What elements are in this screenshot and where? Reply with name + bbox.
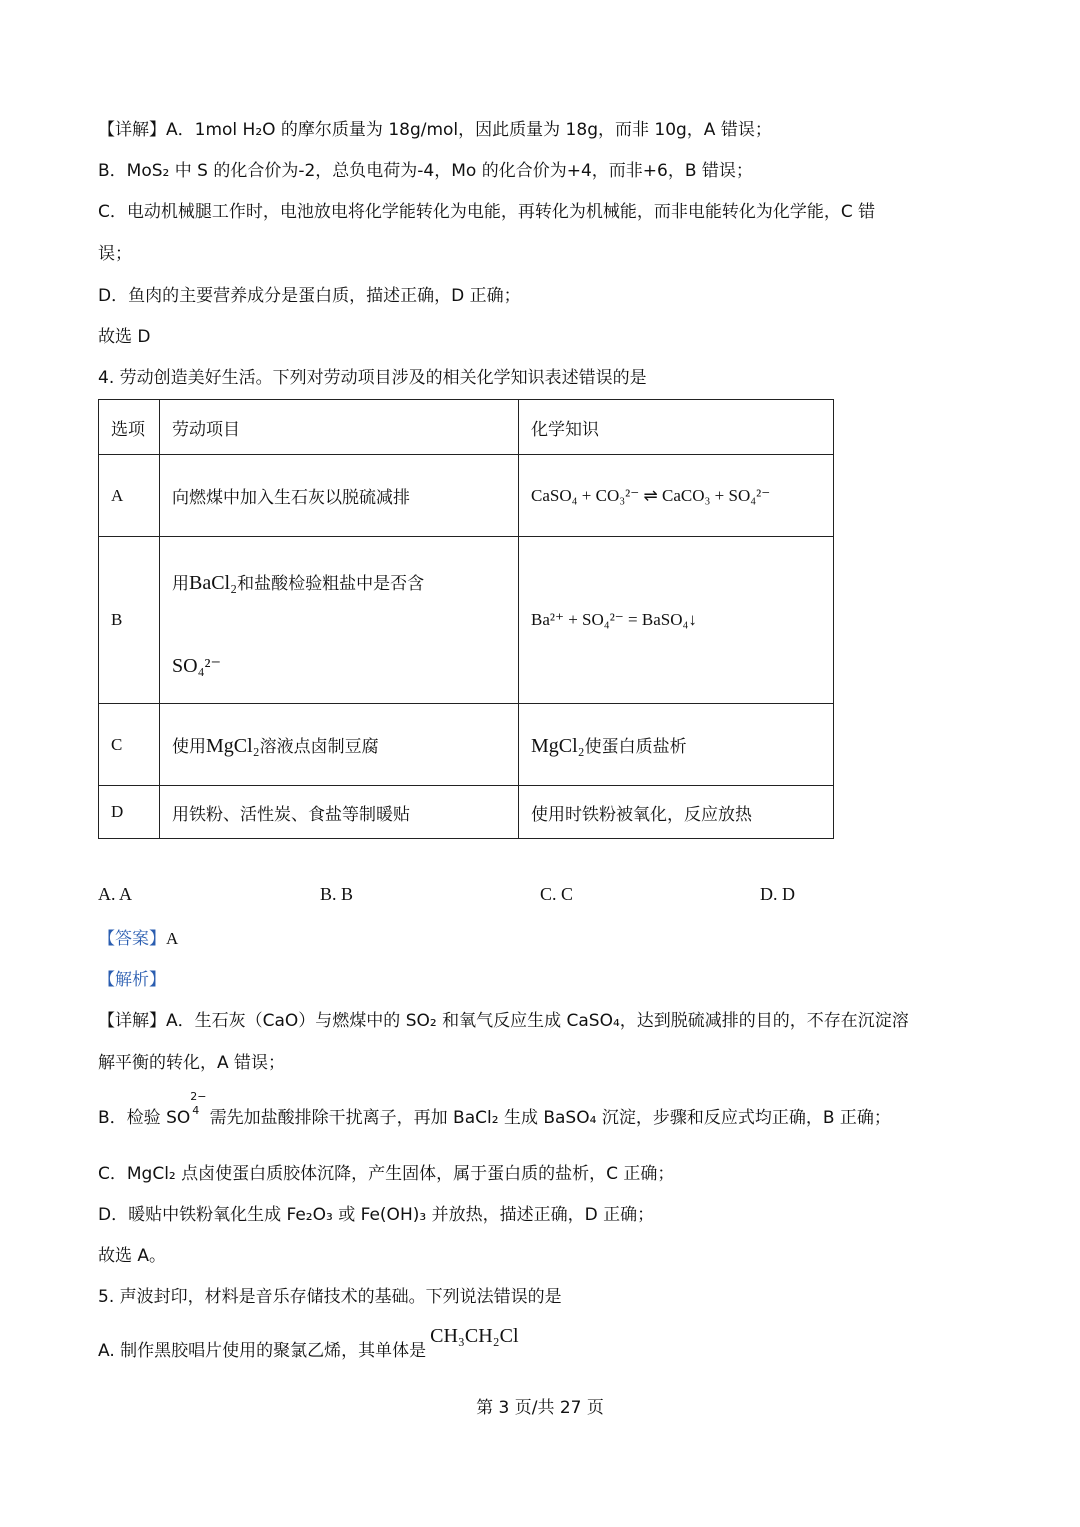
header-knowledge: 化学知识 bbox=[519, 400, 834, 455]
sulfate-subscript: 4 bbox=[192, 1104, 200, 1117]
table-header-row bbox=[99, 400, 834, 455]
sulfate-charge: 2− bbox=[190, 1090, 207, 1103]
row-a-knowledge: CaSO₄ + CO₃²⁻ ⇌ CaCO₃ + SO₄²⁻ bbox=[519, 455, 834, 537]
row-c-project-pre: 使用 bbox=[172, 736, 206, 757]
explain4-a2: 解平衡的转化，A 错误； bbox=[98, 1053, 286, 1073]
sulfate-ion-script bbox=[190, 1090, 207, 1128]
explain3-choose: 故选 D bbox=[98, 327, 151, 347]
row-b-project-ion: SO₄²⁻ bbox=[172, 654, 222, 677]
explain3-d: D．鱼肉的主要营养成分是蛋白质，描述正确，D 正确； bbox=[98, 286, 521, 306]
row-a-option: A bbox=[99, 455, 160, 537]
row-b-knowledge: Ba²⁺ + SO₄²⁻ = BaSO₄↓ bbox=[519, 537, 834, 704]
explain4-b-post: 需先加盐酸排除干扰离子，再加 BaCl₂ 生成 BaSO₄ 沉淀，步骤和反应式均正确，B 正确； bbox=[204, 1108, 891, 1128]
explain4-b bbox=[98, 1090, 891, 1128]
header-option: 选项 bbox=[99, 400, 160, 455]
q5-option-a bbox=[98, 1322, 519, 1361]
explain4-b-pre: B．检验 SO bbox=[98, 1108, 191, 1128]
q5-stem: 5. 声波封印，材料是音乐存储技术的基础。下列说法错误的是 bbox=[98, 1287, 562, 1307]
option-c[interactable]: C. C bbox=[540, 884, 574, 904]
q4-stem: 4. 劳动创造美好生活。下列对劳动项目涉及的相关化学知识表述错误的是 bbox=[98, 368, 647, 388]
table-row bbox=[99, 786, 834, 839]
answer-value: A bbox=[166, 929, 179, 948]
row-b-option: B bbox=[99, 537, 160, 704]
explain3-a: 【详解】A．1mol H₂O 的摩尔质量为 18g/mol，因此质量为 18g，而非 10g，A 错误； bbox=[98, 120, 772, 140]
q5-option-a-chem: CH₃CH₂Cl bbox=[430, 1325, 519, 1347]
row-d-option: D bbox=[99, 786, 160, 839]
row-c-project bbox=[160, 704, 519, 786]
option-b[interactable]: B. B bbox=[320, 884, 354, 904]
explain3-b: B．MoS₂ 中 S 的化合价为-2，总负电荷为-4，Mo 的化合价为+4，而非+6，B 错误； bbox=[98, 161, 753, 181]
explain4-c: C．MgCl₂ 点卤使蛋白质胶体沉降，产生固体，属于蛋白质的盐析，C 正确； bbox=[98, 1164, 675, 1184]
row-b-project-pre: 用 bbox=[172, 573, 189, 594]
row-d-knowledge: 使用时铁粉被氧化，反应放热 bbox=[519, 786, 834, 839]
explain4-a1: 【详解】A．生石灰（CaO）与燃煤中的 SO₂ 和氧气反应生成 CaSO₄，达到脱硫减排的目的，不存在沉淀溶 bbox=[98, 1011, 909, 1031]
row-d-project: 用铁粉、活性炭、食盐等制暖贴 bbox=[160, 786, 519, 839]
row-c-knowledge bbox=[519, 704, 834, 786]
row-c-project-chem: MgCl₂ bbox=[206, 734, 260, 757]
row-a-project: 向燃煤中加入生石灰以脱硫减排 bbox=[160, 455, 519, 537]
row-c-project-post: 溶液点卤制豆腐 bbox=[259, 736, 379, 757]
answer-label: 【答案】 bbox=[98, 929, 166, 949]
row-b-project-chem: BaCl₂ bbox=[189, 571, 238, 594]
table-row bbox=[99, 704, 834, 786]
row-b-project-post: 和盐酸检验粗盐中是否含 bbox=[237, 573, 425, 594]
analysis-label: 【解析】 bbox=[98, 970, 166, 990]
row-c-knowledge-chem: MgCl₂ bbox=[531, 734, 585, 757]
header-project: 劳动项目 bbox=[160, 400, 519, 455]
option-a[interactable]: A. A bbox=[98, 884, 133, 904]
table-row bbox=[99, 455, 834, 537]
table-row bbox=[99, 537, 834, 704]
explain3-c1: C．电动机械腿工作时，电池放电将化学能转化为电能，再转化为机械能，而非电能转化为化学能，C 错 bbox=[98, 202, 876, 222]
explain4-d: D．暖贴中铁粉氧化生成 Fe₂O₃ 或 Fe(OH)₃ 并放热，描述正确，D 正确； bbox=[98, 1205, 655, 1225]
explain3-c2: 误； bbox=[98, 244, 132, 264]
answer-line bbox=[98, 924, 178, 949]
page-footer: 第 3 页/共 27 页 bbox=[476, 1398, 604, 1418]
explain4-choose: 故选 A。 bbox=[98, 1246, 167, 1266]
row-b-project bbox=[160, 537, 519, 704]
q4-table bbox=[98, 399, 834, 839]
row-c-option: C bbox=[99, 704, 160, 786]
row-c-knowledge-post: 使蛋白质盐析 bbox=[584, 736, 687, 757]
q5-option-a-text: A. 制作黑胶唱片使用的聚氯乙烯，其单体是 bbox=[98, 1341, 427, 1361]
option-d[interactable]: D. D bbox=[760, 884, 795, 904]
